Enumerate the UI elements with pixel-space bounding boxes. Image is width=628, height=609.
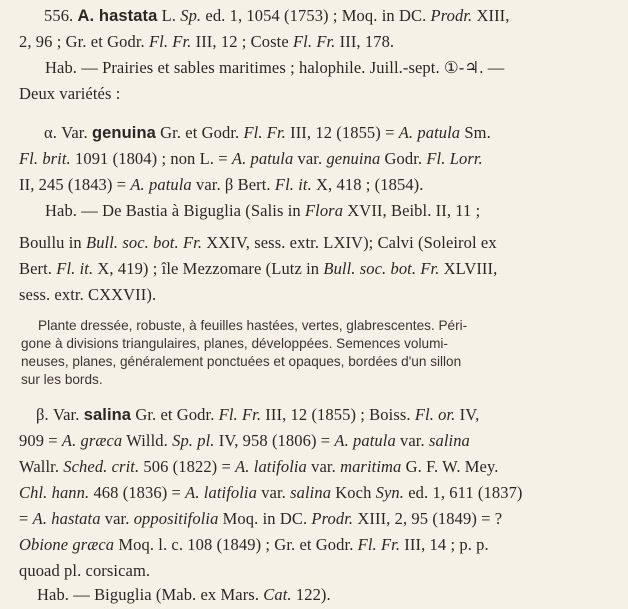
genuina-habitat-line-2: Boullu in Bull. soc. bot. Fr. XXIV, sess. extr. LXIV); Calvi (Soleirol ex (19, 233, 497, 252)
entry-habitat-line-2: Deux variétés : (19, 84, 121, 103)
entry-habitat-line-1: Hab. — Prairies et sables maritimes ; halophile. Juill.-sept. ①-♃. — (45, 58, 505, 77)
salina-citation-line-1: β. Var. salina Gr. et Godr. Fl. Fr. III, 12 (1855) ; Boiss. Fl. or. IV, (36, 405, 480, 424)
genuina-habitat-line-1: Hab. — De Bastia à Biguglia (Salis in Flora XVII, Beibl. II, 11 ; (45, 201, 481, 220)
genuina-habitat-line-4: sess. extr. CXXVII). (19, 285, 157, 304)
entry-citation-line-1: 556. A. hastata L. Sp. ed. 1, 1054 (1753) ; Moq. in DC. Prodr. XIII, (44, 6, 510, 25)
salina-citation-line-3: Wallr. Sched. crit. 506 (1822) = A. latifolia var. maritima G. F. W. Mey. (19, 457, 499, 476)
salina-habitat-line-1: Hab. — Biguglia (Mab. ex Mars. Cat. 122). (37, 585, 331, 604)
salina-citation-line-5: = A. hastata var. oppositifolia Moq. in DC. Prodr. XIII, 2, 95 (1849) = ? (19, 509, 503, 528)
genuina-description-line-4: sur les bords. (21, 372, 103, 387)
salina-citation-line-6: Obione græca Moq. l. c. 108 (1849) ; Gr. et Godr. Fl. Fr. III, 14 ; p. p. (19, 535, 489, 554)
variety-name-genuina: genuina (91, 124, 156, 142)
genuina-description-line-3: neuses, planes, généralement ponctuées et opaques, bordées d'un sillon (21, 354, 462, 369)
salina-citation-line-2: 909 = A. græca Willd. Sp. pl. IV, 958 (1806) = A. patula var. salina (19, 431, 470, 450)
genuina-description-line-2: gone à divisions triangulaires, planes, développées. Semences volumi- (21, 336, 448, 351)
genuina-citation-line-2: Fl. brit. 1091 (1804) ; non L. = A. patula var. genuina Godr. Fl. Lorr. (19, 149, 483, 168)
salina-citation-line-4: Chl. hann. 468 (1836) = A. latifolia var. salina Koch Syn. ed. 1, 611 (1837) (19, 483, 523, 502)
variety-name-salina: salina (83, 406, 132, 424)
genuina-citation-line-1: α. Var. genuina Gr. et Godr. Fl. Fr. III, 12 (1855) = A. patula Sm. (44, 123, 491, 142)
entry-citation-line-2: 2, 96 ; Gr. et Godr. Fl. Fr. III, 12 ; Coste Fl. Fr. III, 178. (19, 32, 395, 51)
species-name: A. hastata (77, 7, 158, 25)
salina-citation-line-7: quoad pl. corsicam. (19, 561, 151, 580)
genuina-description-line-1: Plante dressée, robuste, à feuilles hastées, vertes, glabrescentes. Péri- (38, 318, 468, 333)
genuina-citation-line-3: II, 245 (1843) = A. patula var. β Bert. Fl. it. X, 418 ; (1854). (19, 175, 424, 194)
genuina-habitat-line-3: Bert. Fl. it. X, 419) ; île Mezzomare (Lutz in Bull. soc. bot. Fr. XLVIII, (19, 259, 498, 278)
